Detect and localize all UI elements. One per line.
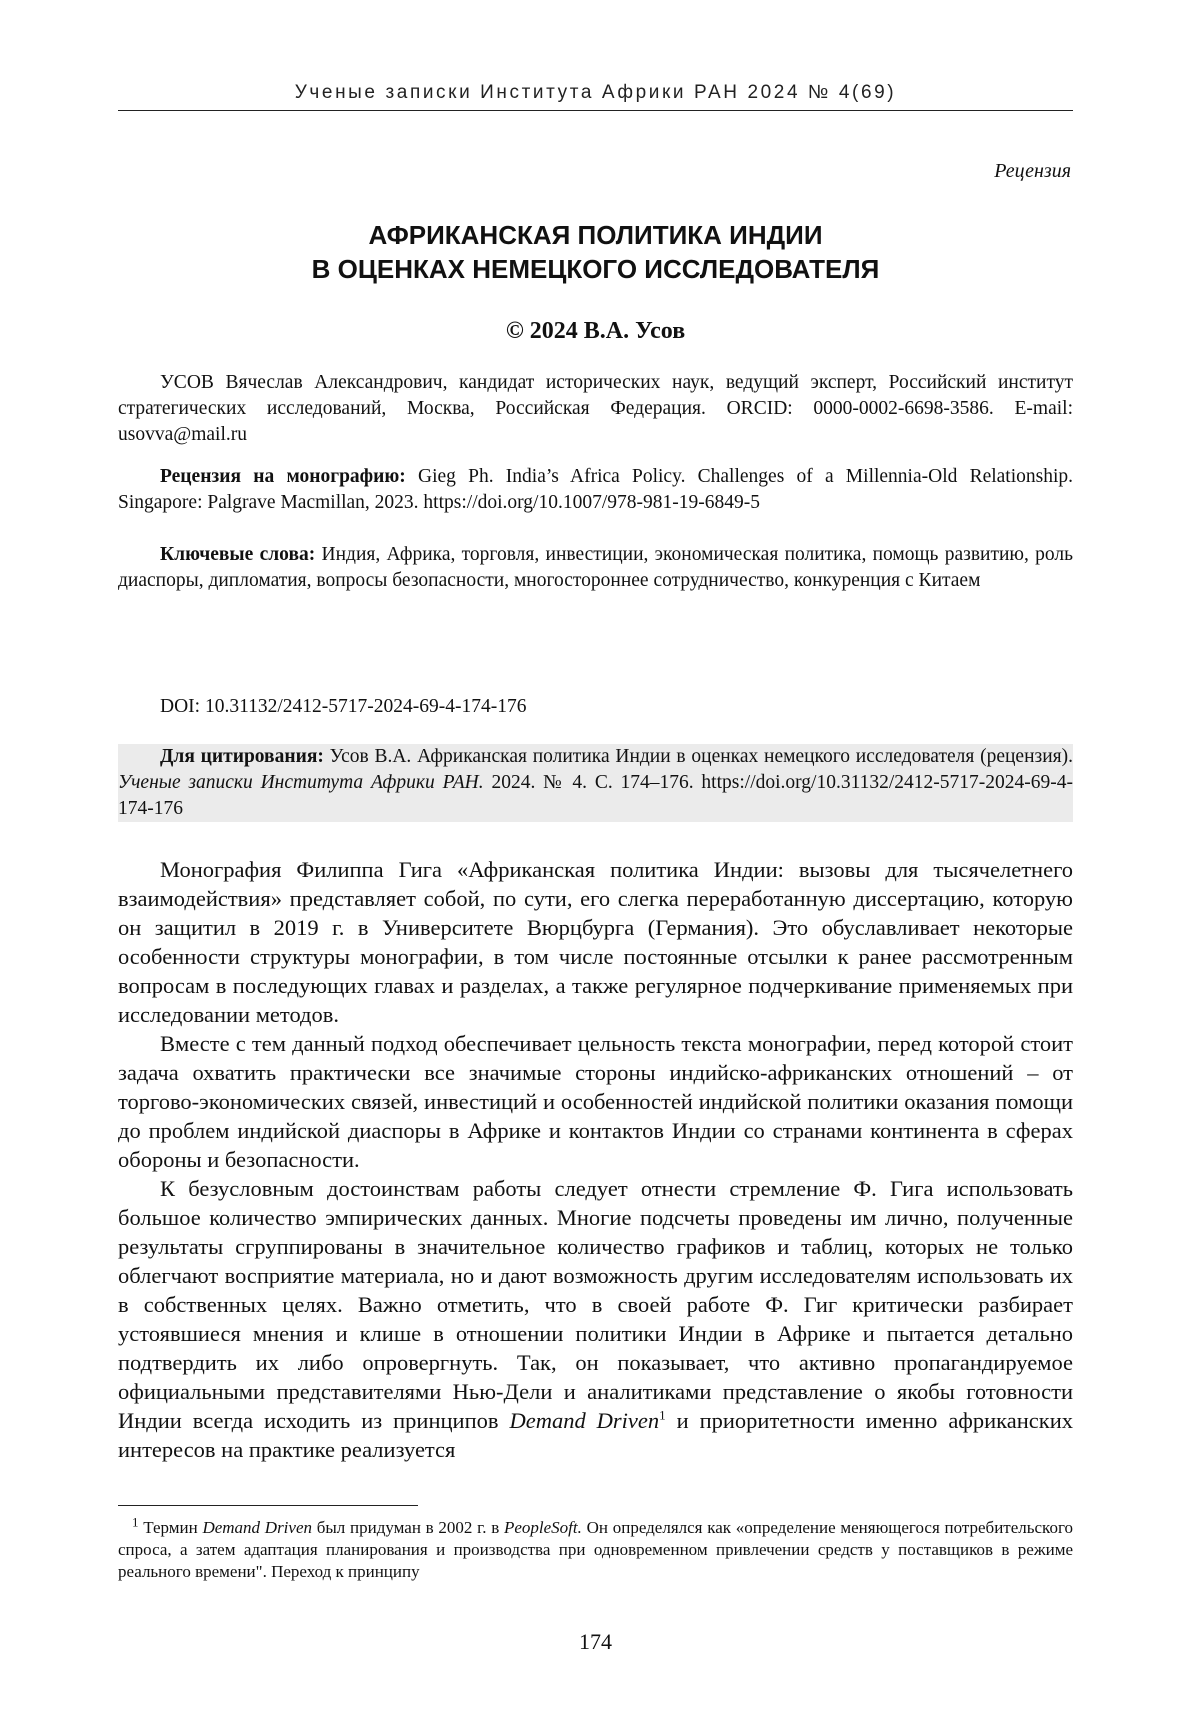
citation-box: [118, 744, 1073, 822]
body-paragraph-2: Вместе с тем данный подход обеспечивает цельность текста монографии, перед которой стоит задача охватить практически все значимые стороны индийско-африканских отношений – от торгово-экономических связей, инвестиций и особенностей индийской политики оказания помощи до проблем индийской диаспоры в Африке и контактов Индии со странами континента в сферах обороны и безопасности.: [118, 1031, 1073, 1172]
footnote-term: Demand Driven: [202, 1518, 312, 1537]
doi: [118, 694, 1073, 720]
review-of-text: Gieg Ph. India’s Africa Policy. Challenges of a Millennia-Old Relationship. Singapore: Palgrave Macmillan, 2023. https://doi.org/10.1007/978-981-19-6849-5: [118, 466, 1074, 513]
citation-journal: Ученые записки Института Африки РАН.: [118, 772, 484, 793]
review-of-label: Рецензия на монографию:: [160, 466, 406, 487]
citation-text-after: 2024. № 4. С. 174–176. https://doi.org/10.31132/2412-5717-2024-69-4-174-176: [118, 772, 1073, 819]
running-head: Ученые записки Института Африки РАН 2024 № 4(69): [294, 82, 897, 103]
keywords-text: Индия, Африка, торговля, инвестиции, экономическая политика, помощь развитию, роль диаспоры, дипломатия, вопросы безопасности, многостороннее сотрудничество, конкуренция с Китаем: [118, 544, 1074, 591]
page-number: 174: [579, 1629, 612, 1654]
body-paragraph-3-text: К безусловным достоинствам работы следует отнести стремление Ф. Гига использовать большое количество эмпирических данных. Многие подсчеты проведены им лично, полученные результаты сгруппированы в значительное количество графиков и таблиц, которых не только облегчают восприятие материала, но и дают возможность другим исследователям использовать их в собственных целях. Важно отметить, что в своей работе Ф. Гиг критически разбирает устоявшиеся мнения и клише в отношении политики Индии в Африке и пытается детально подтвердить их либо опровергнуть. Так, он показывает, что активно пропагандируемое официальными представителями Нью-Дели и аналитиками представление о якобы готовности Индии всегда исходить из принципов: [118, 1176, 1073, 1433]
body-paragraph-3: [118, 1174, 1073, 1464]
keywords: [118, 542, 1073, 594]
author-info: [118, 370, 1073, 448]
demand-driven-term: Demand Driven: [509, 1408, 660, 1433]
byline: © 2024 В.А. Усов: [505, 318, 686, 344]
doi-text: DOI: 10.31132/2412-5717-2024-69-4-174-176: [160, 696, 527, 717]
author-info-text: УСОВ Вячеслав Александрович, кандидат исторических наук, ведущий эксперт, Российский институт стратегических исследований, Москва, Российская Федерация. ORCID: 0000-0002-6698-3586. E-mail: usovva@mail.ru: [118, 372, 1073, 445]
footnote-number: 1: [132, 1514, 139, 1530]
title-line-2: В ОЦЕНКАХ НЕМЕЦКОГО ИССЛЕДОВАТЕЛЯ: [311, 254, 880, 284]
body-paragraph-1: Монография Филиппа Гига «Африканская политика Индии: вызовы для тысячелетнего взаимодействия» представляет собой, по сути, его слегка переработанную диссертацию, которую он защитил в 2019 г. в Университете Вюрцбурга (Германия). Это обуславливает некоторые особенности структуры монографии, в том числе постоянные отсылки к ранее рассмотренным вопросам в последующих главах и разделах, а также регулярное подчеркивание применяемых при исследовании методов.: [118, 857, 1073, 1027]
footnote-text-1: Термин: [143, 1518, 198, 1537]
header-rule: [118, 110, 1073, 111]
footnote-1: [118, 1514, 1074, 1583]
title-line-1: АФРИКАНСКАЯ ПОЛИТИКА ИНДИИ: [368, 220, 823, 250]
citation-text-before: Усов В.А. Африканская политика Индии в оценках немецкого исследователя (рецензия).: [329, 746, 1073, 767]
footnote-ref-1[interactable]: 1: [659, 1407, 666, 1423]
citation-label: Для цитирования:: [160, 746, 324, 767]
keywords-label: Ключевые слова:: [160, 544, 316, 565]
footnote-text-3: Он определялся как «определение меняющегося потребительского спроса, а затем адаптация планирования и производства при одновременном привлечении средств у поставщиков в режиме реального времени". Переход к принципу: [118, 1518, 1074, 1581]
review-of: [118, 464, 1073, 516]
footnote-rule: [118, 1505, 418, 1506]
footnote-text-2: был придуман в 2002 г. в: [316, 1518, 500, 1537]
section-label: Рецензия: [994, 160, 1071, 182]
footnote-company: PeopleSoft.: [503, 1518, 582, 1537]
body-paragraph-3-end: и приоритетности именно африканских интересов на практике реализуется: [118, 1408, 1074, 1462]
article-title: [118, 218, 1073, 286]
article-body: [118, 855, 1073, 1464]
